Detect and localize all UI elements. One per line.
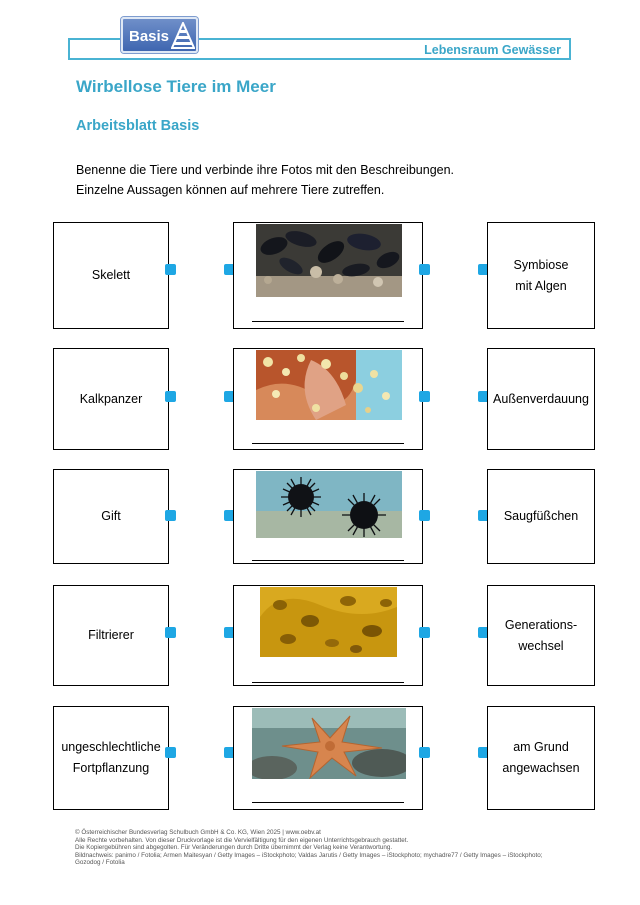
footer-line: Alle Rechte vorbehalten. Von dieser Druckvorlage ist die Vervielfältigung für den eigenen Unterrichtsgebrauch gestattet.	[75, 836, 409, 844]
mussels-photo	[256, 224, 402, 297]
right-description-text: Symbiose mit Algen	[513, 257, 569, 293]
left-description-box[interactable]	[53, 222, 169, 329]
right-description-box[interactable]	[487, 222, 595, 329]
left-description-box[interactable]	[53, 469, 169, 564]
left-description-text: Skelett	[91, 268, 131, 282]
footer-line: Gozodog / Fotolia	[75, 859, 125, 867]
photo-card	[233, 469, 423, 564]
sea-urchins-photo	[256, 471, 402, 538]
connector-dot[interactable]	[419, 627, 430, 638]
left-description-text: Kalkpanzer	[79, 391, 143, 406]
left-description-text: Gift	[101, 509, 121, 523]
basis-logo	[121, 17, 198, 53]
connector-dot[interactable]	[419, 747, 430, 758]
right-description-text: Saugfüßchen	[503, 509, 579, 523]
triangle-logo-icon	[171, 22, 195, 49]
photo-card	[233, 706, 423, 810]
left-description-box[interactable]	[53, 706, 169, 810]
right-description-text: Außenverdauung	[493, 391, 589, 406]
name-answer-line[interactable]	[252, 560, 404, 561]
name-answer-line[interactable]	[252, 321, 404, 322]
connector-dot[interactable]	[165, 627, 176, 638]
page-title: Wirbellose Tiere im Meer	[76, 77, 276, 96]
connector-dot[interactable]	[419, 391, 430, 402]
photo-card	[233, 585, 423, 686]
name-answer-line[interactable]	[252, 802, 404, 803]
footer-line: © Österreichischer Bundesverlag Schulbuch GmbH & Co. KG, Wien 2025 | www.oebv.at	[75, 829, 321, 836]
sponge-photo	[260, 587, 397, 657]
name-answer-line[interactable]	[252, 682, 404, 683]
right-description-box[interactable]	[487, 469, 595, 564]
right-description-box[interactable]	[487, 348, 595, 450]
instruction-line-1: Benenne die Tiere und verbinde ihre Fotos mit den Beschreibungen.	[76, 163, 455, 177]
photo-card	[233, 222, 423, 329]
connector-dot[interactable]	[419, 264, 430, 275]
right-description-box[interactable]	[487, 706, 595, 810]
right-description-box[interactable]	[487, 585, 595, 686]
connector-dot[interactable]	[165, 747, 176, 758]
footer-credits	[75, 829, 575, 867]
footer-line: Bildnachweis: panimo / Fotolia; Armen Maitesyan / Getty Images – iStockphoto; Valdas Jarutis / Getty Images – iStockphoto; mychadre77 / Getty Images – iStockphoto;	[75, 851, 543, 859]
left-description-text: ungeschlechtliche Fortpflanzung	[61, 740, 161, 775]
starfish-photo	[252, 708, 406, 779]
coral-polyps-photo	[256, 350, 402, 420]
connector-dot[interactable]	[419, 510, 430, 521]
right-description-text: am Grund angewachsen	[502, 740, 580, 775]
connector-dot[interactable]	[165, 510, 176, 521]
name-answer-line[interactable]	[252, 443, 404, 444]
instruction-line-2: Einzelne Aussagen können auf mehrere Tiere zutreffen.	[76, 183, 385, 197]
photo-card	[233, 348, 423, 450]
footer-line: Die Kopiergebühren sind abgegolten. Für Veränderungen durch Dritte übernimmt der Verlag keine Verantwortung.	[75, 844, 393, 852]
header-section-label: Lebensraum Gewässer	[424, 43, 561, 57]
left-description-box[interactable]	[53, 585, 169, 686]
right-description-text: Generations- wechsel	[504, 617, 578, 653]
page-subtitle: Arbeitsblatt Basis	[76, 118, 200, 134]
left-description-text: Filtrierer	[88, 628, 134, 642]
logo-text: Basis	[129, 28, 170, 45]
left-description-box[interactable]	[53, 348, 169, 450]
connector-dot[interactable]	[165, 264, 176, 275]
connector-dot[interactable]	[165, 391, 176, 402]
